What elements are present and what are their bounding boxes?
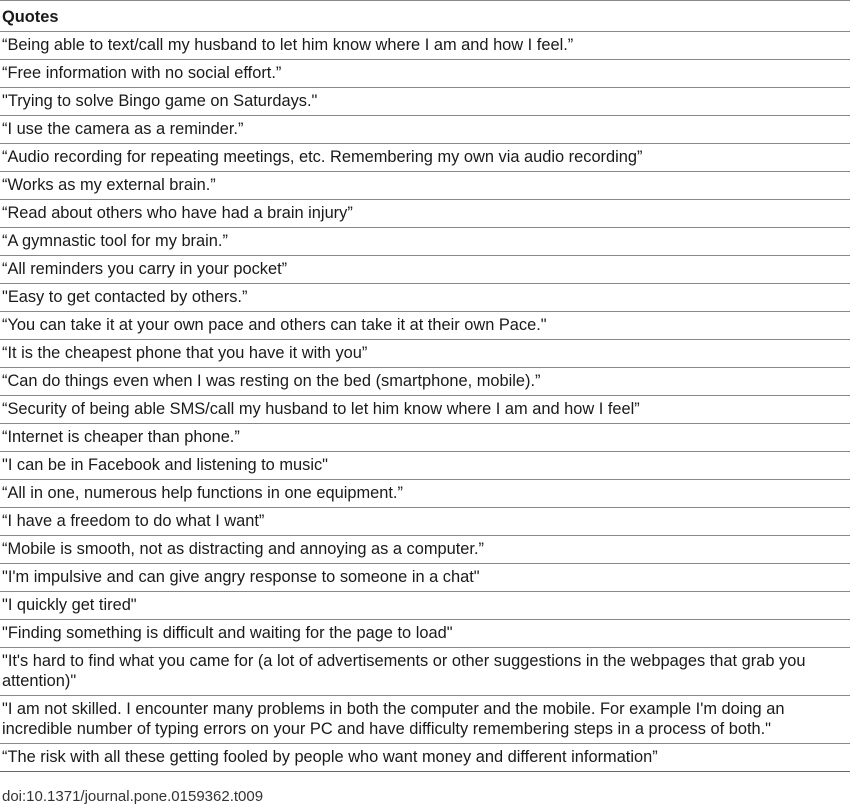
table-row [0, 564, 850, 592]
table-row [0, 648, 850, 696]
table-row [0, 480, 850, 508]
table-row [0, 172, 850, 200]
table-row [0, 744, 850, 772]
quote-cell: “I use the camera as a reminder.” [0, 116, 850, 144]
quote-cell: "Finding something is difficult and waiting for the page to load" [0, 620, 850, 648]
doi-caption: doi:10.1371/journal.pone.0159362.t009 [2, 788, 264, 805]
table-row [0, 396, 850, 424]
table-row [0, 200, 850, 228]
quote-cell: “Audio recording for repeating meetings, etc. Remembering my own via audio recording” [0, 144, 850, 172]
table-row [0, 620, 850, 648]
quote-cell: “Can do things even when I was resting on the bed (smartphone, mobile).” [0, 368, 850, 396]
quote-cell: “Internet is cheaper than phone.” [0, 424, 850, 452]
quote-cell: "It's hard to find what you came for (a lot of advertisements or other suggestions in the webpages that grab you attention)" [0, 648, 850, 696]
table-row [0, 508, 850, 536]
quote-cell: "I am not skilled. I encounter many problems in both the computer and the mobile. For example I'm doing an incredible number of typing errors on your PC and have difficulty remembering steps in a process of both." [0, 696, 850, 744]
table-body [0, 32, 850, 772]
quote-cell: “Mobile is smooth, not as distracting and annoying as a computer.” [0, 536, 850, 564]
table-row [0, 536, 850, 564]
quote-cell: “You can take it at your own pace and others can take it at their own Pace." [0, 312, 850, 340]
quote-cell: “Works as my external brain.” [0, 172, 850, 200]
quote-cell: “The risk with all these getting fooled by people who want money and different information” [0, 744, 850, 772]
table-row [0, 116, 850, 144]
table-row [0, 88, 850, 116]
quote-cell: “A gymnastic tool for my brain.” [0, 228, 850, 256]
quote-cell: “Read about others who have had a brain injury” [0, 200, 850, 228]
table-row [0, 452, 850, 480]
table-row [0, 32, 850, 60]
quote-cell: “I have a freedom to do what I want” [0, 508, 850, 536]
table-row [0, 696, 850, 744]
table-header-row [0, 1, 850, 32]
table-row [0, 592, 850, 620]
quote-cell: “Security of being able SMS/call my husband to let him know where I am and how I feel” [0, 396, 850, 424]
column-header-quotes: Quotes [0, 1, 850, 32]
table-row [0, 256, 850, 284]
quote-cell: “It is the cheapest phone that you have it with you” [0, 340, 850, 368]
quote-cell: "I'm impulsive and can give angry response to someone in a chat" [0, 564, 850, 592]
quote-cell: "Trying to solve Bingo game on Saturdays." [0, 88, 850, 116]
table-row [0, 312, 850, 340]
quote-cell: "I quickly get tired" [0, 592, 850, 620]
table-row [0, 368, 850, 396]
quote-cell: “Free information with no social effort.” [0, 60, 850, 88]
quote-cell: “All reminders you carry in your pocket” [0, 256, 850, 284]
table-row [0, 228, 850, 256]
quote-cell: "I can be in Facebook and listening to music" [0, 452, 850, 480]
quote-cell: “Being able to text/call my husband to let him know where I am and how I feel.” [0, 32, 850, 60]
table-row [0, 60, 850, 88]
table-row [0, 340, 850, 368]
table-row [0, 284, 850, 312]
table-row [0, 424, 850, 452]
table-row [0, 144, 850, 172]
quote-cell: "Easy to get contacted by others.” [0, 284, 850, 312]
quote-cell: “All in one, numerous help functions in one equipment.” [0, 480, 850, 508]
